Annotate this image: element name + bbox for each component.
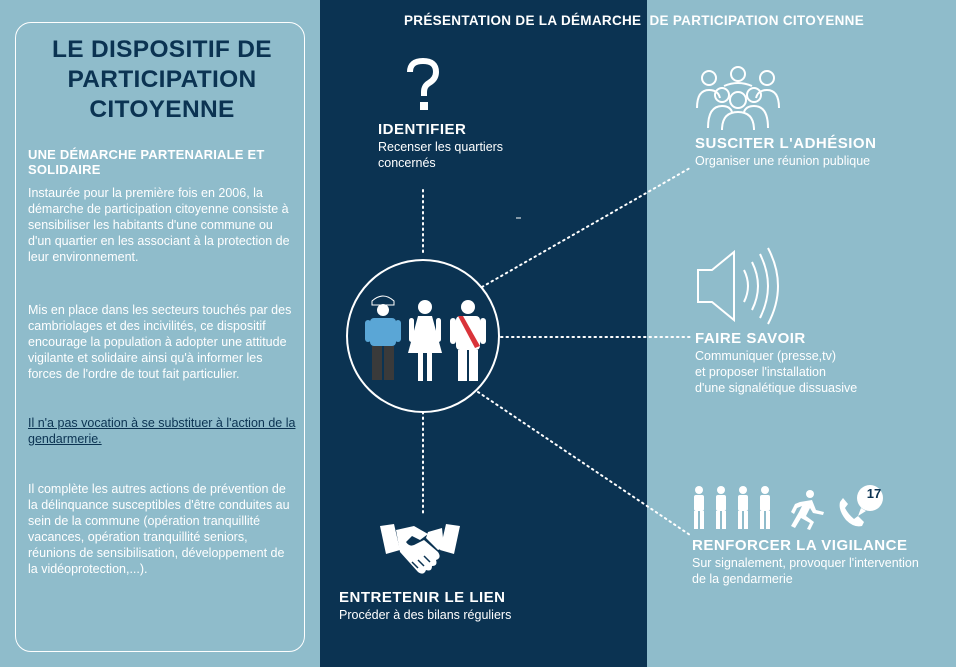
- mayor-figure: [450, 300, 486, 381]
- people-row-icon: [694, 486, 770, 529]
- step-entretenir-title: ENTRETENIR LE LIEN: [339, 589, 506, 606]
- step-identifier-title: IDENTIFIER: [378, 121, 467, 138]
- panel-title-line-2: PARTICIPATION: [67, 66, 257, 93]
- panel-paragraph-2: Mis en place dans les secteurs touchés par des cambriolages et des incivilités, ce dispositif encourage la population à adopter une attitude vigilante et solidaire ainsi qu'à informer les forces de l'ordre de tout fait particulier.: [28, 303, 292, 381]
- step-faire-savoir-desc-2: et proposer l'installation: [695, 365, 826, 379]
- crowd-icon: [694, 64, 782, 130]
- step-faire-savoir: [695, 330, 857, 396]
- panel-paragraph-1: Instaurée pour la première fois en 2006, la démarche de participation citoyenne consiste à sensibiliser les habitants d'une commune ou d'un quartier en les associant à la protection de leur environnement.: [28, 186, 290, 264]
- step-faire-savoir-desc-3: d'une signalétique dissuasive: [695, 381, 858, 395]
- step-identifier-desc-2: concernés: [378, 156, 436, 170]
- question-mark-icon: [404, 58, 444, 114]
- panel-subtitle: UNE DÉMARCHE PARTENARIALE ET SOLIDAIRE: [28, 147, 265, 177]
- step-faire-savoir-desc-1: Communiquer (presse,tv): [695, 349, 837, 363]
- loudspeaker-icon: [694, 244, 786, 328]
- main-title-part-1: PRÉSENTATION DE LA DÉMARCHE: [404, 13, 642, 28]
- gendarme-figure: [365, 296, 401, 380]
- step-entretenir: [339, 589, 511, 623]
- step-renforcer: [692, 537, 919, 587]
- phone-number-label: 17: [866, 486, 882, 501]
- step-identifier: [378, 121, 503, 171]
- step-identifier-desc-1: Recenser les quartiers: [378, 140, 504, 154]
- panel-paragraph-3: Il n'a pas vocation à se substituer à l'action de la gendarmerie.: [28, 416, 296, 446]
- running-person-icon: [791, 490, 824, 530]
- handshake-icon: [380, 520, 460, 576]
- panel-title-line-3: CITOYENNE: [89, 96, 235, 123]
- step-susciter-desc-1: Organiser une réunion publique: [695, 154, 871, 168]
- citizens-circle: [345, 258, 501, 414]
- step-susciter: [695, 135, 876, 169]
- step-entretenir-desc-1: Procéder à des bilans réguliers: [339, 608, 512, 622]
- step-renforcer-desc-2: de la gendarmerie: [692, 572, 793, 586]
- step-faire-savoir-title: FAIRE SAVOIR: [695, 330, 806, 347]
- main-title-part-2: DE PARTICIPATION CITOYENNE: [649, 13, 865, 28]
- panel-title-line-1: LE DISPOSITIF DE: [52, 36, 272, 63]
- step-renforcer-title: RENFORCER LA VIGILANCE: [692, 537, 908, 554]
- step-renforcer-desc-1: Sur signalement, provoquer l'intervention: [692, 556, 919, 570]
- panel-paragraph-4: Il complète les autres actions de prévention de la délinquance susceptibles d'être conduites au sein de la commune (opération tranquillité vacances, opération tranquillité seniors, réunions de sensibilisation, développement de la vidéoprotection,...).: [28, 482, 290, 576]
- step-susciter-title: SUSCITER L'ADHÉSION: [695, 135, 877, 152]
- woman-figure: [408, 300, 442, 381]
